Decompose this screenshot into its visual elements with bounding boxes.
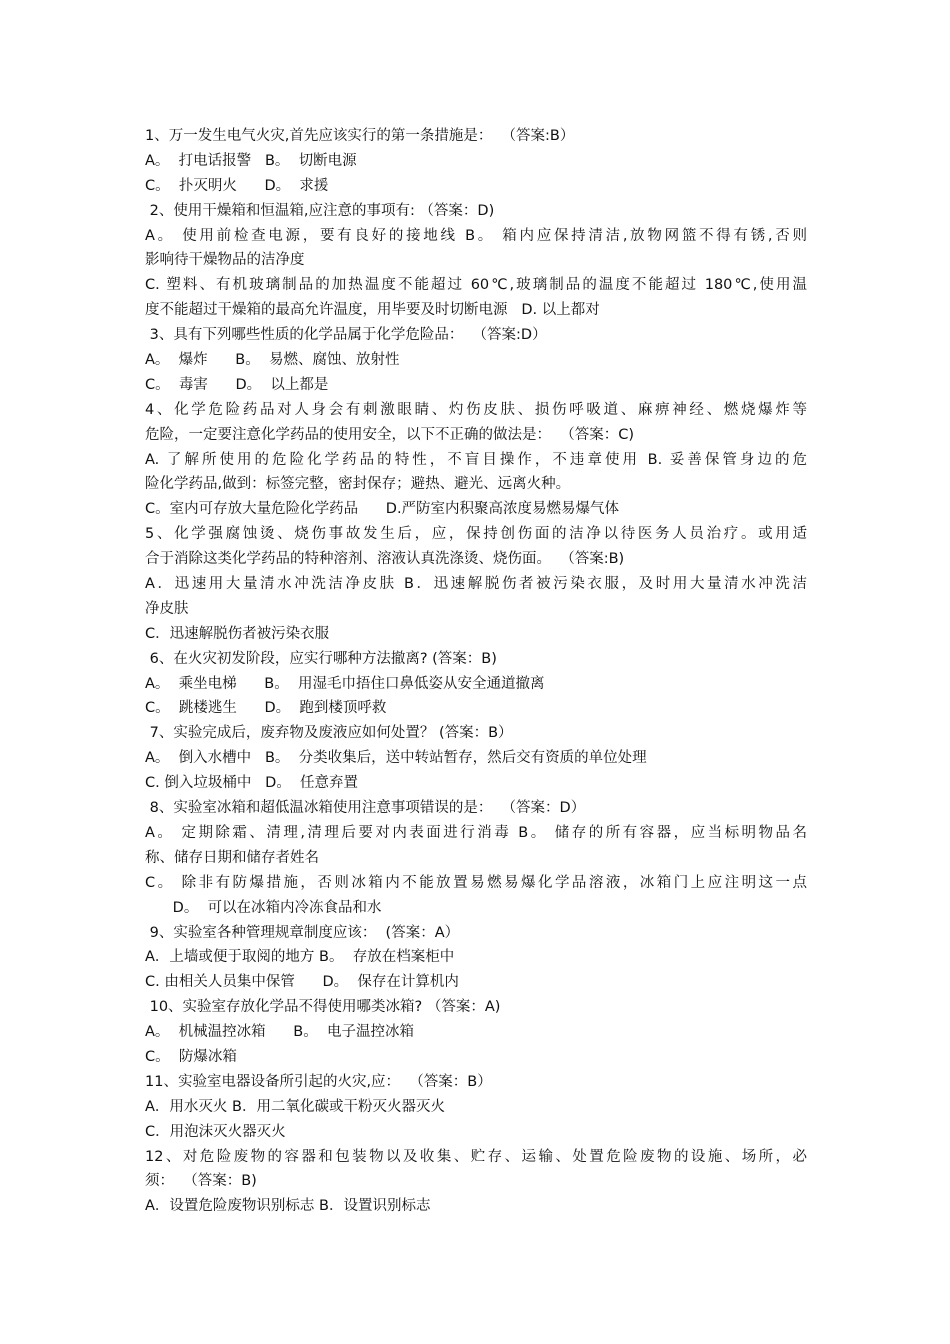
text-line: A．设置危险废物识别标志 B．设置识别标志 bbox=[145, 1198, 431, 1215]
text-line: 2、使用干燥箱和恒温箱,应注意的事项有: （答案：D) bbox=[145, 202, 495, 219]
text-line: A。 打电话报警 B。 切断电源 bbox=[145, 152, 357, 169]
text-line: A。 爆炸 B。 易燃、腐蚀、放射性 bbox=[145, 352, 400, 369]
text-line: A. 了解所使用的危险化学药品的特性，不盲目操作，不违章使用 B. 妥善保管身边的危 bbox=[145, 451, 807, 468]
text-line: 称、储存日期和储存者姓名 bbox=[145, 849, 319, 866]
text-line: 1、万一发生电气火灾,首先应该实行的第一条措施是： （答案:B） bbox=[145, 128, 575, 144]
text-line: 12、对危险废物的容器和包装物以及收集、贮存、运输、处置危险废物的设施、场所，必 bbox=[145, 1148, 807, 1165]
text-line: C。 跳楼逃生 D。 跑到楼顶呼救 bbox=[145, 700, 387, 717]
text-line: C。 扑灭明火 D。 求援 bbox=[145, 177, 329, 194]
text-line: 11、实验室电器设备所引起的火灾,应： （答案：B） bbox=[145, 1073, 492, 1090]
text-line: 7、实验完成后，废弃物及废液应如何处置？ (答案：B） bbox=[145, 725, 513, 742]
text-line: C。 防爆冰箱 bbox=[145, 1048, 237, 1065]
text-line: 4、化学危险药品对人身会有刺激眼睛、灼伤皮肤、损伤呼吸道、麻痹神经、燃烧爆炸等 bbox=[145, 401, 807, 418]
text-line: D。 可以在冰箱内冷冻食品和水 bbox=[145, 899, 382, 916]
text-line: C．用泡沫灭火器灭火 bbox=[145, 1123, 286, 1140]
text-line: A．上墙或便于取阅的地方 B。 存放在档案柜中 bbox=[145, 949, 455, 966]
text-line: A。 倒入水槽中 B。 分类收集后，送中转站暂存，然后交有资质的单位处理 bbox=[145, 750, 647, 767]
text-line: 合于消除这类化学药品的特种溶剂、溶液认真洗涤烫、烧伤面。 （答案:B) bbox=[145, 551, 625, 568]
text-line: C. 塑料、有机玻璃制品的加热温度不能超过 60℃,玻璃制品的温度不能超过 180℃,使用温 bbox=[145, 277, 807, 294]
text-line: 险化学药品,做到：标签完整，密封保存；避热、避光、远离火种。 bbox=[145, 476, 571, 493]
text-line: 3、具有下列哪些性质的化学品属于化学危险品： （答案:D） bbox=[145, 327, 547, 344]
text-line: 9、实验室各种管理规章制度应该： (答案：A） bbox=[145, 924, 460, 941]
text-line: A。 机械温控冰箱 B。 电子温控冰箱 bbox=[145, 1024, 414, 1041]
text-line: 8、实验室冰箱和超低温冰箱使用注意事项错误的是： （答案：D） bbox=[145, 800, 586, 817]
text-line: C。 毒害 D。 以上都是 bbox=[145, 376, 329, 393]
text-line: 度不能超过干燥箱的最高允许温度，用毕要及时切断电源 D. 以上都对 bbox=[145, 302, 600, 319]
document-body bbox=[145, 124, 807, 1219]
text-line: A。 乘坐电梯 B。 用湿毛巾捂住口鼻低姿从安全通道撤离 bbox=[145, 675, 545, 692]
text-line: 5、化学强腐蚀烫、烧伤事故发生后，应，保持创伤面的洁净以待医务人员治疗。或用适 bbox=[145, 526, 807, 543]
text-line: 影响待干燥物品的洁净度 bbox=[145, 252, 305, 269]
text-line: A．用水灭火 B．用二氧化碳或干粉灭火器灭火 bbox=[145, 1098, 445, 1115]
text-line: C。 除非有防爆措施，否则冰箱内不能放置易燃易爆化学品溶液，冰箱门上应注明这一点 bbox=[145, 874, 807, 891]
text-line: 10、实验室存放化学品不得使用哪类冰箱? （答案：A) bbox=[145, 999, 501, 1016]
text-line: A。 定期除霜、清理,清理后要对内表面进行消毒 B。 储存的所有容器，应当标明物品名 bbox=[145, 824, 807, 841]
text-line: C．迅速解脱伤者被污染衣服 bbox=[145, 625, 330, 642]
text-line: 净皮肤 bbox=[145, 600, 189, 617]
text-line: A．迅速用大量清水冲洗洁净皮肤 B．迅速解脱伤者被污染衣服，及时用大量清水冲洗洁 bbox=[145, 576, 807, 593]
text-line: 危险，一定要注意化学药品的使用安全，以下不正确的做法是： （答案：C) bbox=[145, 426, 634, 443]
text-line: 6、在火灾初发阶段，应实行哪种方法撤离? (答案：B) bbox=[145, 650, 497, 667]
text-line: A。 使用前检查电源，要有良好的接地线 B。 箱内应保持清洁,放物网篮不得有锈,否则 bbox=[145, 227, 807, 244]
text-line: C。室内可存放大量危险化学药品 D.严防室内积聚高浓度易燃易爆气体 bbox=[145, 501, 620, 518]
text-line: 须： （答案：B) bbox=[145, 1173, 257, 1190]
text-line: C. 由相关人员集中保管 D。 保存在计算机内 bbox=[145, 974, 459, 991]
text-line: C. 倒入垃圾桶中 D。 任意弃置 bbox=[145, 775, 359, 792]
